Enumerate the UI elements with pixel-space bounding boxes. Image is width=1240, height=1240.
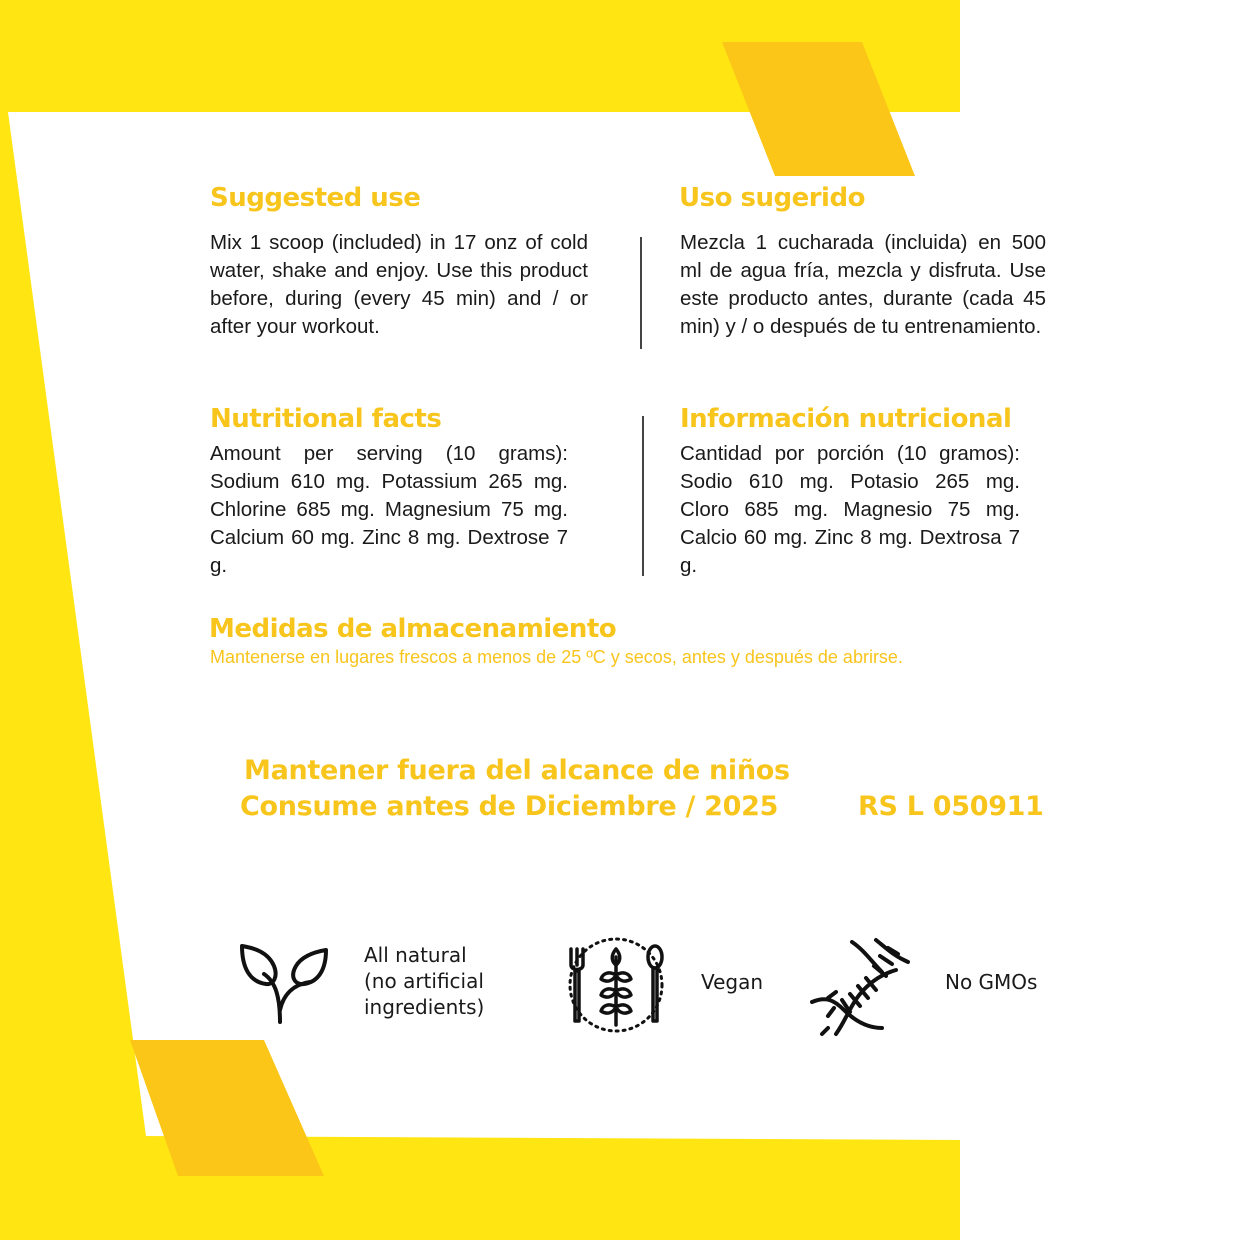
column-divider-bottom (642, 416, 644, 576)
left-yellow-band (0, 112, 160, 1240)
informacion-nutricional-body: Cantidad por porción (10 gramos): Sodio 610 mg. Potasio 265 mg. Cloro 685 mg. Magnesio 75 mg. Calcio 60 mg. Zinc 8 mg. Dextrosa 7 g. (680, 442, 1020, 577)
vegan-cutlery-wheat-icon (565, 935, 667, 1035)
suggested-use-title: Suggested use (210, 183, 421, 213)
keep-away-warning: Mantener fuera del alcance de niños (244, 755, 790, 786)
nutritional-facts-title: Nutritional facts (210, 404, 442, 434)
leaf-sprout-icon (236, 938, 332, 1028)
all-natural-line-3: ingredients) (364, 995, 485, 1019)
vegan-label: Vegan (701, 970, 764, 994)
all-natural-line-2: (no artificial (364, 969, 484, 993)
suggested-use-body: Mix 1 scoop (included) in 17 onz of cold water, shake and enjoy. Use this product before, during (every 45 min) and / or after your workout. (210, 231, 588, 338)
column-divider-top (640, 237, 642, 349)
nutritional-facts-body: Amount per serving (10 grams): Sodium 610 mg. Potassium 265 mg. Chlorine 685 mg. Magnesium 75 mg. Calcium 60 mg. Zinc 8 mg. Dextrose 7 g. (210, 442, 568, 577)
storage-title: Medidas de almacenamiento (209, 614, 617, 644)
registration-number: RS L 050911 (858, 791, 1044, 822)
all-natural-label (364, 942, 484, 1020)
no-gmos-label: No GMOs (945, 970, 1038, 994)
uso-sugerido-title: Uso sugerido (679, 183, 865, 213)
storage-body: Mantenerse en lugares frescos a menos de 25 ºC y secos, antes y después de abrirse. (210, 647, 903, 667)
uso-sugerido-body: Mezcla 1 cucharada (incluida) en 500 ml de agua fría, mezcla y disfruta. Use este producto antes, durante (cada 45 min) y / o después de tu entrenamiento. (680, 231, 1046, 338)
all-natural-line-1: All natural (364, 943, 467, 967)
dna-icon (806, 936, 914, 1040)
best-before-date: Consume antes de Diciembre / 2025 (240, 791, 779, 822)
informacion-nutricional-title: Información nutricional (680, 404, 1012, 434)
